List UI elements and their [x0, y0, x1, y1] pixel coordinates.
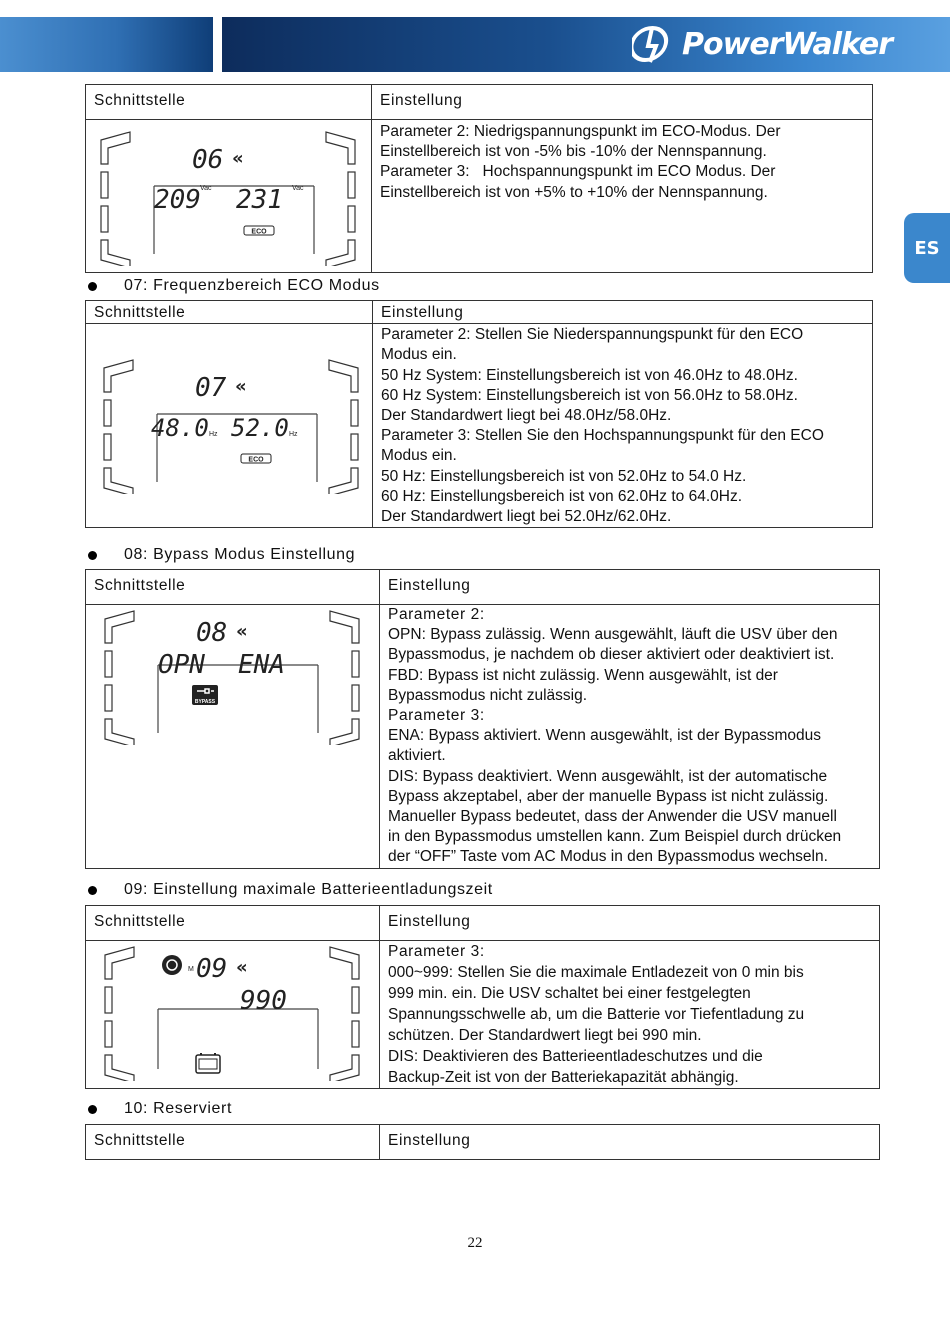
text-line: Parameter 2: Niedrigspannungspunkt im ECO-Modus. Der: [380, 123, 781, 140]
lcd-display-08: [96, 607, 368, 745]
svg-text:«: «: [236, 621, 248, 642]
lcd-unit-left: Hz: [209, 431, 218, 439]
lcd-cell: [86, 324, 373, 528]
lcd-cell: [86, 941, 380, 1089]
section-title: 07: Frequenzbereich ECO Modus: [124, 277, 380, 294]
text-line: Einstellbereich ist von -5% bis -10% der Nennspannung.: [380, 143, 767, 161]
brand-logo: [632, 24, 892, 64]
header-interface: Schnittstelle: [86, 906, 380, 941]
header-interface: Schnittstelle: [86, 1125, 380, 1160]
lcd-right: 52.0: [231, 414, 289, 443]
text-line: 60 Hz System: Einstellungsbereich ist von 56.0Hz to 58.0Hz.: [381, 386, 798, 404]
lcd-display-07: [96, 356, 366, 494]
text-line: 999 min. ein. Die USV schaltet bei einer festgelegten: [388, 985, 751, 1002]
section-title: 10: Reserviert: [124, 1100, 232, 1117]
text-line: Der Standardwert liegt bei 52.0Hz/62.0Hz.: [381, 508, 672, 526]
text-line: Einstellbereich ist von +5% to +10% der Nennspannung.: [380, 183, 768, 201]
lcd-unit-right: Hz: [289, 431, 298, 439]
text-line: 000~999: Stellen Sie die maximale Entladezeit von 0 min bis: [388, 964, 804, 981]
text-line: Parameter 3:: [388, 943, 485, 960]
text-line: ENA: Bypass aktiviert. Wenn ausgewählt, ist der Bypassmodus: [388, 727, 822, 745]
text-line: DIS: Bypass deaktiviert. Wenn ausgewählt, ist der automatische: [388, 767, 828, 785]
table-09: [85, 905, 880, 1089]
text-line: OPN: Bypass zulässig. Wenn ausgewählt, läuft die USV über den: [388, 626, 838, 644]
table-10: [85, 1124, 880, 1160]
text-line: 50 Hz System: Einstellungsbereich ist von 46.0Hz to 48.0Hz.: [381, 366, 798, 384]
text-line: Bypassmodus nicht zulässig.: [388, 686, 588, 704]
lcd-left: OPN: [158, 650, 205, 680]
clock-icon: [162, 955, 182, 975]
setting-cell: [372, 120, 873, 273]
section-heading-08: [88, 546, 355, 564]
bullet-icon: [88, 886, 97, 895]
header-setting: Einstellung: [372, 85, 873, 120]
lcd-left: 209: [154, 185, 201, 215]
section-heading-09: [88, 881, 493, 899]
lcd-code: 08: [196, 618, 228, 648]
lcd-badge: ECO: [248, 456, 264, 464]
lcd-badge: BYPASS: [194, 699, 216, 705]
text-line: der “OFF” Taste vom AC Modus in den Bypassmodus wechseln.: [388, 848, 828, 866]
text-line: Bypassmodus, je nachdem ob dieser aktiviert oder deaktiviert ist.: [388, 646, 835, 664]
header-setting: Einstellung: [380, 570, 880, 605]
text-line: Parameter 3:: [388, 707, 485, 725]
table-08: [85, 569, 880, 869]
text-line: Der Standardwert liegt bei 48.0Hz/58.0Hz.: [381, 407, 672, 425]
lcd-code: 07: [195, 373, 227, 404]
text-line: Parameter 2: Stellen Sie Niederspannungspunkt für den ECO: [381, 326, 804, 344]
page-number: 22: [467, 1235, 483, 1251]
lcd-code: 06: [192, 145, 224, 175]
text-line: Parameter 3: Hochspannungspunkt im ECO Modus. Der: [380, 163, 776, 181]
text-line: Modus ein.: [381, 346, 457, 364]
text-line: aktiviert.: [388, 747, 446, 765]
header-setting: Einstellung: [380, 906, 880, 941]
text-line: Modus ein.: [381, 447, 457, 465]
header-setting: Einstellung: [380, 1125, 880, 1160]
brand-name: PowerWalker: [682, 26, 893, 62]
header-interface: Schnittstelle: [86, 570, 380, 605]
power-logo-icon: [632, 24, 676, 64]
text-line: Parameter 2:: [388, 606, 485, 623]
text-line: Backup-Zeit ist von der Batteriekapazität abhängig.: [388, 1069, 739, 1086]
header-setting: Einstellung: [373, 301, 873, 324]
lcd-left: 48.0: [151, 414, 209, 443]
section-heading-10: [88, 1100, 232, 1118]
svg-text:«: «: [232, 148, 244, 169]
setting-cell: [380, 605, 880, 869]
header-interface: Schnittstelle: [86, 85, 372, 120]
text-line: schützen. Der Standardwert liegt bei 990 min.: [388, 1027, 702, 1044]
bullet-icon: [88, 551, 97, 560]
lcd-cell: [86, 120, 372, 273]
setting-cell: [380, 941, 880, 1089]
text-line: Manueller Bypass bedeutet, dass der Anwender die USV manuell: [388, 808, 837, 826]
text-line: Spannungsschwelle ab, um die Batterie vor Tiefentladung zu: [388, 1006, 805, 1023]
table-06: [85, 84, 873, 273]
lcd-m: M: [188, 966, 194, 973]
section-title: 08: Bypass Modus Einstellung: [124, 546, 356, 563]
lcd-display-06: [96, 128, 360, 266]
lcd-cell: [86, 605, 380, 869]
section-title: 09: Einstellung maximale Batterieentladungszeit: [124, 881, 493, 898]
lcd-right: 990: [240, 986, 287, 1016]
header-band-left: [0, 17, 213, 72]
lcd-right: ENA: [238, 650, 285, 680]
lcd-right: 231: [236, 185, 283, 215]
text-line: in den Bypassmodus umstellen kann. Zum Beispiel durch drücken: [388, 828, 842, 846]
lcd-unit-left: Vac: [200, 185, 212, 192]
table-07: [85, 300, 873, 528]
text-line: 60 Hz: Einstellungsbereich ist von 62.0Hz to 64.0Hz.: [381, 487, 742, 505]
section-heading-07: [88, 277, 380, 295]
lcd-unit-right: Vac: [292, 185, 304, 192]
text-line: DIS: Deaktivieren des Batterieentladeschutzes und die: [388, 1048, 763, 1065]
lcd-display-09: [96, 943, 368, 1081]
svg-text:«: «: [235, 376, 247, 398]
setting-cell: [373, 324, 873, 528]
text-line: Parameter 3: Stellen Sie den Hochspannungspunkt für den ECO: [381, 427, 824, 445]
lcd-badge: ECO: [251, 228, 267, 236]
text-line: FBD: Bypass ist nicht zulässig. Wenn ausgewählt, ist der: [388, 666, 778, 684]
bullet-icon: [88, 1105, 97, 1114]
svg-text:«: «: [236, 957, 248, 978]
text-line: 50 Hz: Einstellungsbereich ist von 52.0Hz to 54.0 Hz.: [381, 467, 747, 485]
language-tab[interactable]: ES: [904, 213, 950, 283]
battery-icon: [196, 1055, 220, 1073]
bullet-icon: [88, 282, 97, 291]
header-interface: Schnittstelle: [86, 301, 373, 324]
lcd-code: 09: [196, 954, 228, 984]
text-line: Bypass akzeptabel, aber der manuelle Bypass ist nicht zulässig.: [388, 787, 829, 805]
